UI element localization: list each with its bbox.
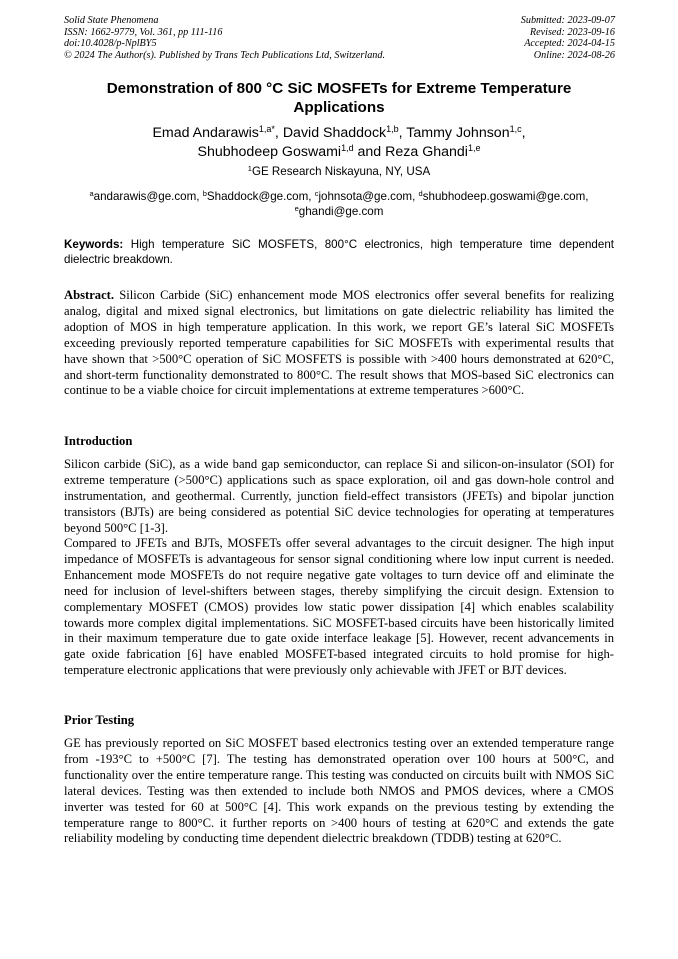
introduction-paragraph-1: Silicon carbide (SiC), as a wide band gap semiconductor, can replace Si and silicon-on-insulator (SOI) for extreme temperature (>500°C) applications such as space exploration, oil and gas down-hole control and instrumentation, and geothermal. Currently, junction field-effect transistors (JFETs) and bipolar junction transistors (BJTs) are being considered as potential SiC device technologies for operating at temperatures beyond 500°C [1-3]. (64, 457, 614, 535)
author-name: David Shaddock (282, 125, 387, 141)
journal-info (64, 15, 385, 61)
author-name: Shubhodeep Goswami (197, 143, 342, 160)
email-mark: e (294, 204, 299, 213)
author-affiliation-mark: 1,c (509, 124, 522, 134)
email-mark: b (202, 189, 207, 198)
author-affiliation-mark: 1,a* (258, 124, 275, 134)
introduction-heading: Introduction (64, 434, 133, 448)
affiliation-text: GE Research Niskayuna, NY, USA (251, 165, 431, 178)
email-link[interactable]: ghandi@ge.com (298, 205, 384, 218)
prior-testing-paragraph: GE has previously reported on SiC MOSFET based electronics testing over an extended temperature range from -193°C to +500°C [7]. The testing has demonstrated operation over 100 hours at 500°C, and functionality over the entire temperature range. This testing was conducted on circuits built with NMOS SiC lateral devices. Testing was then extended to include both NMOS and PMOS devices, where a CMOS inverter was tested for 60 at 500°C [4]. This work expands on the previous testing by extending the temperature range to 800°C. it further reports on >400 hours of testing at 620°C and extends the gate reliability modeling by conducting time dependent dielectric breakdown (TDDB) testing at 620°C. (64, 736, 614, 846)
online-date: Online: 2024-08-26 (533, 49, 615, 61)
keywords-block (64, 238, 614, 267)
author-affiliation-mark: 1,b (386, 124, 399, 134)
email-mark: a (89, 189, 94, 198)
affiliation (64, 165, 614, 179)
prior-testing-heading: Prior Testing (64, 713, 135, 727)
email-link[interactable]: Shaddock@ge.com (206, 190, 309, 203)
abstract-label: Abstract. (64, 288, 115, 302)
author-separator: , (274, 125, 283, 141)
email-separator: , (196, 190, 203, 203)
keywords-label: Keywords: (64, 238, 124, 251)
email-link[interactable]: andarawis@ge.com (93, 190, 197, 203)
copyright-line: © 2024 The Author(s). Published by Trans Tech Publications Ltd, Switzerland. (64, 49, 386, 61)
author-affiliation-mark: 1,d (341, 142, 354, 153)
email-link[interactable]: shubhodeep.goswami@ge.com (422, 190, 586, 203)
author-name: Emad Andarawis (152, 125, 259, 141)
author-separator: , (521, 125, 526, 141)
paper-title: Demonstration of 800 °C SiC MOSFETs for Extreme Temperature Applications (106, 80, 572, 116)
author-name: Tammy Johnson (406, 125, 510, 141)
abstract-text: Silicon Carbide (SiC) enhancement mode MOS electronics offer several benefits for realizing analog, digital and mixed signal electronics, but limitations on gate dielectric reliability has limited the adoption of MOS in high temperature application. In this work, we report GE’s lateral SiC MOSFETs exceeding previously reported temperature capabilities for SiC MOSFETs with experimental results that have shown that >500°C operation of SiC MOSFETS is possible with >400 hours demonstrated at 620°C, and short-term functionality demonstrated to 800°C. The result shows that MOS-based SiC electronics can continue to be a viable choice for circuit implementations at extreme temperatures >600°C. (64, 288, 614, 398)
revised-date: Revised: 2023-09-16 (529, 26, 615, 38)
submission-dates (521, 15, 615, 61)
email-separator: , (585, 190, 589, 203)
introduction-paragraph-2: Compared to JFETs and BJTs, MOSFETs offer several advantages to the circuit designer. The high input impedance of MOSFETs is advantageous for sensor signal conditioning where low input current is needed. Enhancement mode MOSFETs do not require negative gate voltages to turn device off and eliminate the need for inclusion of level-shifters between stages, thereby simplifying the circuit design. Extension to complementary MOSFET (CMOS) provides low static power dissipation [4] which enables scalability towards more complex digital implementations. SiC MOSFET-based circuits have been historically limited in their maximum temperature due to gate oxide interface leakage [5]. However, recent advancements in gate oxide fabrication [6] have enabled MOSFET-based integrated circuits to hold promise for high-temperature electronic applications that were previously only achievable with JFET or BJT devices. (64, 536, 614, 678)
author-list (64, 124, 614, 161)
abstract-block (64, 288, 614, 399)
submitted-date: Submitted: 2023-09-07 (520, 15, 615, 26)
doi-line: doi:10.4028/p-NplBY5 (64, 38, 157, 50)
email-separator: , (412, 190, 419, 203)
affiliation-mark: 1 (247, 164, 252, 173)
email-separator: , (308, 190, 315, 203)
author-separator: , (398, 125, 407, 141)
keywords-text: High temperature SiC MOSFETS, 800°C electronics, high temperature time dependent dielectric breakdown. (64, 238, 614, 266)
author-name: Reza Ghandi (385, 143, 468, 160)
email-mark: d (418, 189, 423, 198)
email-list (64, 189, 614, 219)
author-separator: and (353, 143, 386, 160)
accepted-date: Accepted: 2024-04-15 (524, 38, 615, 50)
author-affiliation-mark: 1,e (467, 142, 481, 153)
email-mark: c (314, 189, 319, 198)
journal-name: Solid State Phenomena (64, 15, 159, 26)
issn-line: ISSN: 1662-9779, Vol. 361, pp 111-116 (64, 26, 223, 38)
email-link[interactable]: johnsota@ge.com (318, 190, 413, 203)
